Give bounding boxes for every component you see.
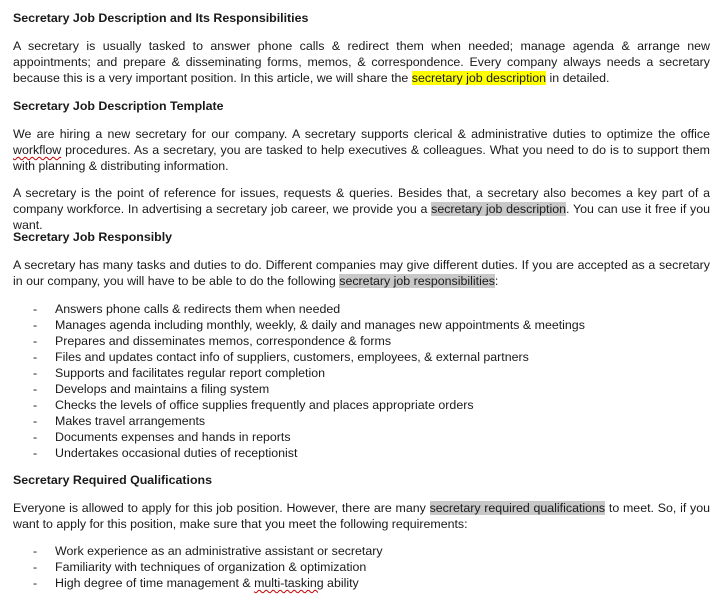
dash-bullet: -: [33, 382, 38, 396]
list-item: [13, 301, 710, 317]
intro-text-b: in detailed.: [546, 71, 610, 85]
dash-bullet: -: [33, 430, 38, 444]
highlighted-phrase: secretary job description: [411, 71, 547, 85]
selected-phrase: secretary required qualifications: [429, 501, 606, 515]
qualifications-text-b: to meet. So, if you want to apply for this position, make sure that you meet the following requirements:: [13, 501, 710, 531]
heading-template: Secretary Job Description Template: [13, 99, 224, 113]
list-item: [13, 429, 710, 445]
list-item: [13, 349, 710, 365]
selected-phrase: secretary job responsibilities: [339, 274, 495, 288]
list-item-text: Undertakes occasional duties of receptionist: [55, 446, 298, 460]
selected-phrase: secretary job description: [431, 202, 567, 216]
template-paragraph: [13, 126, 710, 174]
dash-bullet: -: [33, 350, 38, 364]
dash-bullet: -: [33, 560, 38, 574]
dash-bullet: -: [33, 366, 38, 380]
list-item-text: Supports and facilitates regular report completion: [55, 366, 325, 380]
list-item: [13, 317, 710, 333]
intro-paragraph: [13, 38, 710, 86]
list-item: [13, 397, 710, 413]
list-item: [13, 575, 710, 591]
dash-bullet: -: [33, 414, 38, 428]
list-item-text: High degree of time management &: [55, 576, 255, 590]
dash-bullet: -: [33, 544, 38, 558]
dash-bullet: -: [33, 334, 38, 348]
list-item-text: Makes travel arrangements: [55, 414, 206, 428]
qualifications-text-a: Everyone is allowed to apply for this job position. However, there are many: [13, 501, 430, 515]
list-item: [13, 413, 710, 429]
heading-responsibilities: Secretary Job Responsibly: [13, 230, 173, 244]
list-item: [13, 543, 710, 559]
heading-job-description: Secretary Job Description and Its Responsibilities: [13, 11, 309, 25]
list-item-text: Develops and maintains a filing system: [55, 382, 270, 396]
intro-text-a: A secretary is usually tasked to answer phone calls & redirect them when needed; manage agenda & arrange new appointments; and prepare & disseminating forms, memos, & correspondence. Every company always needs a secretary because this is a very important position. In this article, we will share the: [13, 39, 710, 85]
list-item-text: Prepares and disseminates memos, correspondence & forms: [55, 334, 392, 348]
reference-paragraph: [13, 185, 710, 233]
heading-qualifications: Secretary Required Qualifications: [13, 473, 213, 487]
list-item-text: Work experience as an administrative assistant or secretary: [55, 544, 383, 558]
responsibilities-list: [13, 301, 710, 461]
list-item-text: Familiarity with techniques of organization & optimization: [55, 560, 367, 574]
list-item-text-end: ability: [323, 576, 359, 590]
reference-text-b: . You can use it free if you want.: [13, 202, 710, 232]
dash-bullet: -: [33, 302, 38, 316]
list-item: [13, 445, 710, 461]
list-item: [13, 381, 710, 397]
list-item-text: Documents expenses and hands in reports: [55, 430, 291, 444]
list-item-text: Files and updates contact info of suppliers, customers, employees, & external partners: [55, 350, 529, 364]
responsibilities-text-a: A secretary has many tasks and duties to do. Different companies may give different duties. If you are accepted as a secretary in our company, you will have to be able to do the following: [13, 258, 710, 288]
list-item: [13, 333, 710, 349]
spellcheck-word[interactable]: multi-tasking: [254, 576, 324, 590]
list-item-text: Answers phone calls & redirects them when needed: [55, 302, 341, 316]
dash-bullet: -: [33, 576, 38, 590]
template-text-a: We are hiring a new secretary for our company. A secretary supports clerical & administrative duties to optimize the office: [13, 127, 710, 141]
spellcheck-word[interactable]: workflow: [13, 143, 62, 157]
qualifications-paragraph: [13, 500, 710, 532]
list-item-text: Checks the levels of office supplies frequently and places appropriate orders: [55, 398, 474, 412]
responsibilities-text-b: :: [494, 274, 499, 288]
dash-bullet: -: [33, 318, 38, 332]
template-text-b: procedures. As a secretary, you are tasked to help executives & colleagues. What you need to do is to support them with planning & distributing information.: [13, 143, 710, 173]
list-item: [13, 365, 710, 381]
qualifications-list: [13, 543, 710, 591]
list-item: [13, 559, 710, 575]
reference-text-a: A secretary is the point of reference for issues, requests & queries. Besides that, a secretary also becomes a key part of a company workforce. In advertising a secretary job career, we provide you a: [13, 186, 710, 216]
dash-bullet: -: [33, 446, 38, 460]
dash-bullet: -: [33, 398, 38, 412]
responsibilities-paragraph: [13, 257, 710, 289]
list-item-text: Manages agenda including monthly, weekly, & daily and manages new appointments & meetings: [55, 318, 585, 332]
